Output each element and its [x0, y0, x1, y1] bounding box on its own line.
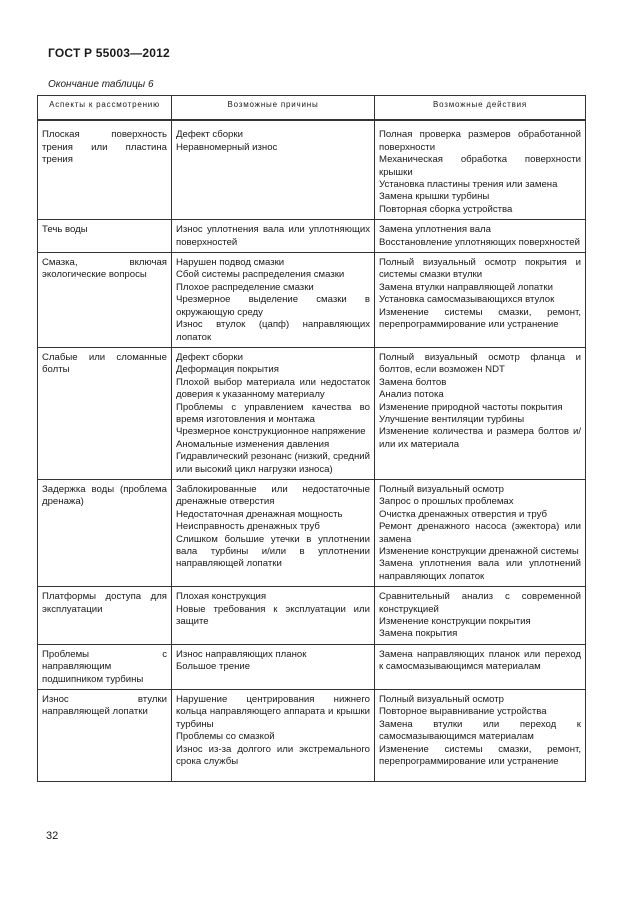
- table-row: [38, 120, 586, 219]
- cell-text-line: Задержка воды (проблема дренажа): [42, 483, 167, 508]
- actions-cell: [375, 587, 586, 645]
- cell-text-line: Восстановление уплотняющих поверхностей: [379, 236, 580, 248]
- cell-text-line: Изменение конструкции покрытия: [379, 616, 531, 628]
- cell-text-line: Изменение системы смазки, ремонт, перепрограммирование или устранение: [379, 306, 581, 331]
- causes-cell: [172, 347, 375, 479]
- cell-text-line: Установка самосмазывающихся втулок: [379, 294, 555, 306]
- cell-text-line: Слабые или сломанные болты: [42, 351, 167, 376]
- table-row: [38, 690, 586, 781]
- cell-text-line: Полный визуальный осмотр фланца и болтов, если возможен NDT: [379, 351, 581, 376]
- cell-text-line: Нарушение центрирования нижнего кольца направляющего аппарата и крышки турбины: [176, 694, 370, 730]
- aspect-cell: [38, 253, 172, 348]
- actions-cell: [375, 347, 586, 479]
- table-row: [38, 220, 586, 253]
- actions-cell: [375, 120, 586, 219]
- cell-text-line: Износ из-за долгого или экстремального срока службы: [176, 743, 370, 768]
- aspect-cell: [38, 220, 172, 253]
- cell-text-line: Износ втулки направляющей лопатки: [42, 694, 167, 718]
- column-header-actions: Возможные действия: [375, 96, 586, 121]
- cell-text-line: Неисправность дренажных труб: [176, 521, 320, 533]
- cell-text-line: Сбой системы распределения смазки: [176, 269, 345, 281]
- causes-cell: [172, 479, 375, 586]
- cell-text-line: Проблемы с управлением качества во время изготовления и монтажа: [176, 401, 370, 425]
- cell-text-line: Замена втулки направляющей лопатки: [379, 281, 553, 293]
- cell-text-line: Дефект сборки: [176, 351, 243, 363]
- table-header-row: [38, 96, 586, 121]
- cell-text-line: Механическая обработка поверхности крышки: [379, 154, 581, 178]
- cell-text-line: Смазка, включая экологические вопросы: [42, 257, 167, 281]
- actions-cell: [375, 690, 586, 781]
- causes-cell: [172, 644, 375, 689]
- cell-text-line: Чрезмерное выделение смазки в окружающую среду: [176, 294, 370, 318]
- aspect-cell: [38, 587, 172, 645]
- cell-text-line: Ремонт дренажного насоса (эжектора) или замена: [379, 521, 581, 545]
- cell-text-line: Аномальные изменения давления: [176, 438, 330, 450]
- cell-text-line: Полная проверка размеров обработанной поверхности: [379, 129, 581, 153]
- causes-actions-table: [37, 95, 586, 782]
- aspect-cell: [38, 479, 172, 586]
- cell-text-line: Износ направляющих планок: [176, 648, 307, 660]
- cell-text-line: Слишком большие утечки в уплотнении вала турбины и/или в уплотнении направляющей лопатки: [176, 533, 370, 570]
- cell-text-line: Изменение конструкции дренажной системы: [379, 546, 579, 557]
- cell-text-line: Износ втулок (цапф) направляющих лопаток: [176, 319, 370, 343]
- cell-text-line: Замена направляющих планок или переход к самосмазывающимся материалам: [379, 648, 581, 673]
- cell-text-line: Замена уплотнения вала или уплотнений направляющих лопаток: [379, 558, 581, 582]
- cell-text-line: Повторное выравнивание устройства: [379, 706, 547, 718]
- actions-cell: [375, 479, 586, 586]
- cell-text-line: Платформы доступа для эксплуатации: [42, 591, 167, 615]
- cell-text-line: Плохой выбор материала или недостаток доверия к указанному материалу: [176, 376, 370, 401]
- cell-text-line: Изменение количества и размера болтов и/или их материала: [379, 426, 581, 450]
- cell-text-line: Установка пластины трения или замена: [379, 179, 558, 191]
- cell-text-line: Плохая конструкция: [176, 591, 267, 603]
- cell-text-line: Улучшение вентиляции турбины: [379, 413, 525, 425]
- cell-text-line: Деформация покрытия: [176, 364, 279, 376]
- causes-cell: [172, 120, 375, 219]
- causes-cell: [172, 220, 375, 253]
- cell-text-line: Недостаточная дренажная мощность: [176, 508, 343, 520]
- cell-text-line: Новые требования к эксплуатации или защите: [176, 603, 370, 628]
- cell-text-line: Замена болтов: [379, 376, 447, 388]
- causes-cell: [172, 690, 375, 781]
- table-row: [38, 587, 586, 645]
- table-caption: Окончание таблицы 6: [48, 79, 154, 90]
- cell-text-line: Заблокированные или недостаточные дренажные отверстия: [176, 483, 370, 508]
- cell-text-line: Нарушен подвод смазки: [176, 257, 285, 269]
- table-row: [38, 347, 586, 479]
- aspect-cell: [38, 644, 172, 689]
- cell-text-line: Замена покрытия: [379, 628, 458, 640]
- aspect-cell: [38, 120, 172, 219]
- cell-text-line: Анализ потока: [379, 389, 444, 401]
- page-number: 32: [46, 830, 59, 842]
- aspect-cell: [38, 690, 172, 781]
- causes-cell: [172, 253, 375, 348]
- cell-text-line: Течь воды: [42, 224, 88, 236]
- column-header-causes: Возможные причины: [172, 96, 375, 121]
- cell-text-line: Гидравлический резонанс (низкий, средний или высокий цикл нагрузки износа): [176, 451, 370, 475]
- actions-cell: [375, 644, 586, 689]
- table-body: [38, 120, 586, 781]
- table-row: [38, 479, 586, 586]
- causes-cell: [172, 587, 375, 645]
- page-header-doc-code: ГОСТ Р 55003—2012: [48, 46, 170, 60]
- actions-cell: [375, 253, 586, 348]
- cell-text-line: Чрезмерное конструкционное напряжение: [176, 426, 366, 438]
- cell-text-line: Сравнительный анализ с современной конструкцией: [379, 591, 581, 615]
- cell-text-line: Замена втулки или переход к самосмазывающимся материалам: [379, 718, 581, 743]
- cell-text-line: Изменение системы смазки, ремонт, перепрограммирование или устранение: [379, 743, 581, 768]
- cell-text-line: Плохое распределение смазки: [176, 281, 314, 293]
- cell-text-line: Замена уплотнения вала: [379, 224, 491, 236]
- cell-text-line: Большое трение: [176, 661, 251, 673]
- cell-text-line: Полный визуальный осмотр покрытия и системы смазки втулки: [379, 257, 581, 281]
- cell-text-line: Полный визуальный осмотр: [379, 483, 505, 495]
- column-header-aspects: Аспекты к рассмотрению: [38, 96, 172, 121]
- table-row: [38, 253, 586, 348]
- cell-text-line: Изменение природной частоты покрытия: [379, 401, 563, 413]
- table-row: [38, 644, 586, 689]
- cell-text-line: Дефект сборки: [176, 129, 243, 141]
- cell-text-line: Полный визуальный осмотр: [379, 694, 505, 706]
- cell-text-line: Плоская поверхность трения или пластина трения: [42, 129, 167, 166]
- actions-cell: [375, 220, 586, 253]
- aspect-cell: [38, 347, 172, 479]
- cell-text-line: Проблемы со смазкой: [176, 731, 275, 743]
- cell-text-line: Проблемы с направляющим подшипником турбины: [42, 648, 167, 685]
- cell-text-line: Повторная сборка устройства: [379, 203, 513, 215]
- cell-text-line: Замена крышки турбины: [379, 191, 490, 203]
- cell-text-line: Неравномерный износ: [176, 141, 278, 153]
- cell-text-line: Очистка дренажных отверстия и труб: [379, 508, 548, 520]
- cell-text-line: Износ уплотнения вала или уплотняющих поверхностей: [176, 224, 370, 248]
- cell-text-line: Запрос о прошлых проблемах: [379, 496, 514, 508]
